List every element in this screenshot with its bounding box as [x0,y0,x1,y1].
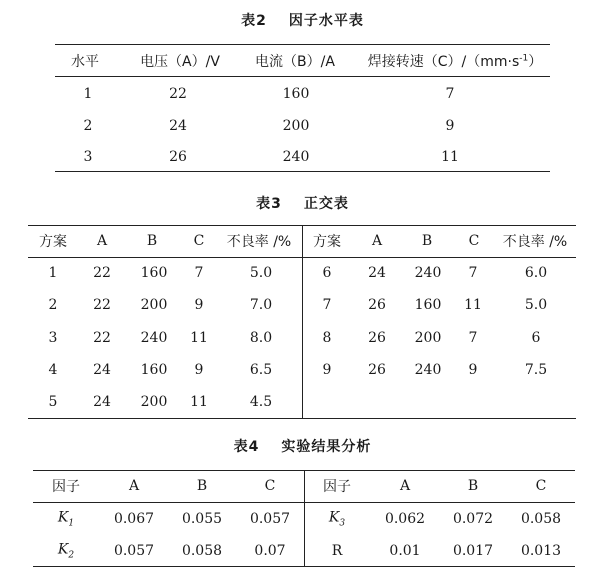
table2-cell: 3 [83,149,93,165]
table3-cell: 26 [368,297,386,313]
table3-header-c: C [193,233,205,249]
table2-cell: 2 [83,118,93,134]
table4-caption-number: 表4 [233,439,260,455]
table3-cell: 9 [322,362,332,378]
table3-cell: 11 [190,330,208,346]
table4-cell: 0.07 [254,543,286,559]
table4-factor-label: R [331,543,343,559]
table2-cell: 240 [282,149,310,165]
table3-cell: 3 [48,330,58,346]
table4-cell: 0.058 [181,543,223,559]
table4-cell: 0.062 [384,511,426,527]
table3-cell: 11 [190,394,208,410]
table3-caption [0,193,605,213]
table3-cell: 24 [93,362,111,378]
table4-cell: 0.017 [452,543,494,559]
table3-cell: 7 [194,265,204,281]
table3-cell: 26 [368,362,386,378]
table3-cell: 7 [468,330,478,346]
table3-cell: 9 [194,362,204,378]
table3-cell: 8.0 [249,330,273,346]
table2-top-rule [55,44,550,45]
table4-factor-label: $K_3$ [328,509,346,529]
table2-header-speed: 焊接转速$(C)/(mm\cdot s^{-1})$ [367,53,543,70]
table3-cell: 7.0 [249,297,273,313]
table3-cell: 26 [368,330,386,346]
table3-cell: 160 [140,362,168,378]
table2-header-level: 水平 [71,54,99,70]
table3-cell: 24 [93,394,111,410]
table3-cell: 240 [414,265,442,281]
table2-cell: 160 [282,86,310,102]
table3-cell: 240 [140,330,168,346]
table3-cell: 1 [48,265,58,281]
table2-header-voltage: 电压（A）/V [140,54,220,70]
table3-header-a: A [371,233,383,249]
table2-cell: 1 [83,86,93,102]
table3-divider [302,225,303,418]
table4-header-c: C [264,478,276,494]
table3-cell: 240 [414,362,442,378]
table3-cell: 7 [468,265,478,281]
table3-cell: 7 [322,297,332,313]
table3-cell: 160 [414,297,442,313]
table3-cell: 6.0 [524,265,548,281]
table4-caption [0,436,605,456]
table2-cell: 26 [169,149,187,165]
table3-cell: 9 [194,297,204,313]
table3-cell: 5.0 [249,265,273,281]
table4-bottom-rule [33,566,575,567]
table3-cell: 9 [468,362,478,378]
table4-factor-label: $K_2$ [57,541,75,561]
table4-cell: 0.057 [113,543,155,559]
table2-caption-number: 表2 [241,13,267,29]
table3-cell: 22 [93,330,111,346]
table4-header-a: A [128,478,140,494]
table2-cell: 7 [445,86,455,102]
table3-cell: 7.5 [524,362,548,378]
table2-bottom-rule [55,171,550,172]
table3-header-b: B [146,233,158,249]
table2-caption [0,10,605,30]
table4-cell: 0.067 [113,511,155,527]
table4-cell: 0.057 [249,511,291,527]
table2-cell: 200 [282,118,310,134]
table3-cell: 160 [140,265,168,281]
table3-cell: 22 [93,265,111,281]
table3-header-defect-rate: 不良率 /% [502,234,568,250]
table4-cell: 0.055 [181,511,223,527]
table3-cell: 200 [140,394,168,410]
table4-cell: 0.013 [520,543,562,559]
table3-cell: 200 [414,330,442,346]
table3-cell: 6.5 [249,362,273,378]
table3-cell: 200 [140,297,168,313]
table2-cell: 9 [445,118,455,134]
table4-factor-label: $K_1$ [57,509,75,529]
table3-cell: 6 [531,330,541,346]
table4-cell: 0.01 [389,543,421,559]
table3-cell: 6 [322,265,332,281]
table4-header-factor: 因子 [323,479,351,495]
table3-header-b: B [421,233,433,249]
table2-header-rule [55,76,550,77]
table4-cell: 0.058 [520,511,562,527]
table2-header-current: 电流（B）/A [255,54,335,70]
table3-cell: 2 [48,297,58,313]
table3-cell: 5.0 [524,297,548,313]
table3-bottom-rule [28,418,576,419]
table3-cell: 4 [48,362,58,378]
table3-cell: 5 [48,394,58,410]
table3-cell: 11 [464,297,482,313]
table4-header-factor: 因子 [52,479,80,495]
table2-cell: 11 [441,149,459,165]
table4-header-b: B [196,478,208,494]
table3-caption-title: 正交表 [303,196,349,212]
table3-header-defect-rate: 不良率 /% [226,234,292,250]
table3-cell: 4.5 [249,394,273,410]
table2-caption-title: 因子水平表 [288,13,364,29]
table2-cell: 24 [169,118,187,134]
table4-caption-title: 实验结果分析 [281,439,372,455]
table4-cell: 0.072 [452,511,494,527]
table4-header-c: C [535,478,547,494]
table3-cell: 24 [368,265,386,281]
table2-cell: 22 [169,86,187,102]
table3-header-a: A [96,233,108,249]
table4-divider [304,470,305,566]
table3-header-scheme: 方案 [39,234,67,250]
table4-header-a: A [399,478,411,494]
table3-caption-number: 表3 [256,196,282,212]
table3-header-c: C [468,233,480,249]
table3-header-scheme: 方案 [313,234,341,250]
table4-header-b: B [467,478,479,494]
table3-cell: 22 [93,297,111,313]
table3-cell: 8 [322,330,332,346]
